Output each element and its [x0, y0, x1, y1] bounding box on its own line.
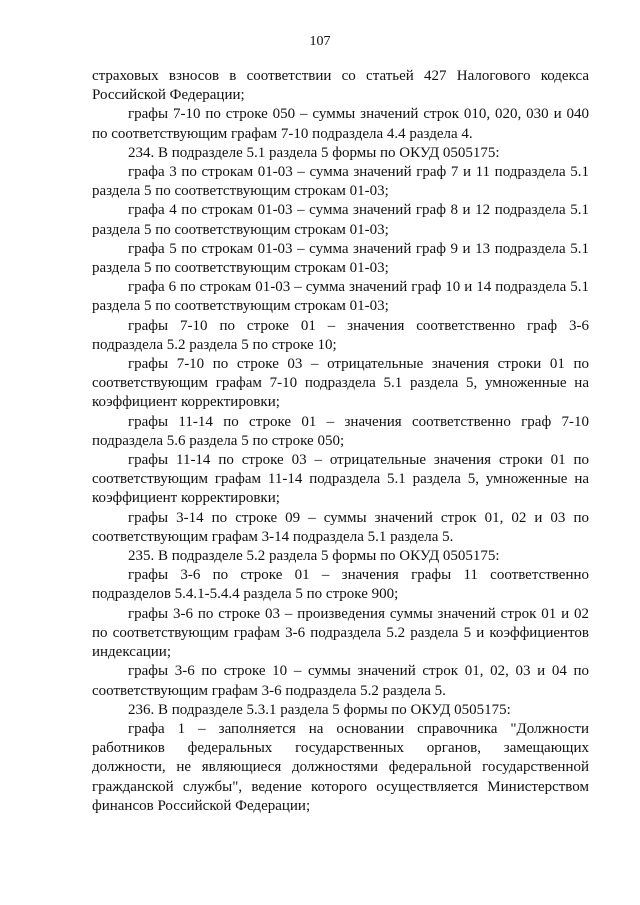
paragraph: страховых взносов в соответствии со статьей 427 Налогового кодекса Российской Федерации; — [92, 68, 589, 104]
paragraph: графа 5 по строкам 01-03 – сумма значений граф 9 и 13 подраздела 5.1 раздела 5 по соответствующим строкам 01-03; — [92, 240, 589, 277]
paragraph: графы 7-10 по строке 050 – суммы значений строк 010, 020, 030 и 040 по соответствующим графам 7-10 подраздела 4.4 раздела 4. — [92, 106, 589, 142]
paragraph: графы 7-10 по строке 03 – отрицательные значения строки 01 по соответствующим графам 7-10 подраздела 5.1 раздела 5, умноженные на коэффициент корректировки; — [92, 356, 589, 411]
paragraph: графы 7-10 по строке 01 – значения соответственно граф 3-6 подраздела 5.2 раздела 5 по строке 10; — [92, 317, 589, 353]
paragraph: графы 3-6 по строке 03 – произведения суммы значений строк 01 и 02 по соответствующим графам 3-6 подраздела 5.2 раздела 5 и коэффициентов индексации; — [92, 605, 589, 661]
section-heading: 236. В подразделе 5.3.1 раздела 5 формы по ОКУД 0505175: — [128, 701, 511, 718]
paragraph: графа 6 по строкам 01-03 – сумма значений граф 10 и 14 подраздела 5.1 раздела 5 по соответствующим строкам 01-03; — [92, 279, 589, 315]
paragraph: графы 3-6 по строке 10 – суммы значений строк 01, 02, 03 и 04 по соответствующим графам 3-6 подраздела 5.2 раздела 5. — [92, 663, 589, 699]
paragraph: графа 3 по строкам 01-03 – сумма значений граф 7 и 11 подраздела 5.1 раздела 5 по соответствующим строкам 01-03; — [92, 164, 589, 200]
paragraph: графы 11-14 по строке 01 – значения соответственно граф 7-10 подраздела 5.6 раздела 5 по строке 050; — [92, 413, 589, 449]
paragraph: графы 3-6 по строке 01 – значения графы 11 соответственно подразделов 5.4.1-5.4.4 раздела 5 по строке 900; — [92, 567, 589, 603]
paragraph: графы 3-14 по строке 09 – суммы значений строк 01, 02 и 03 по соответствующим графам 3-14 подраздела 5.1 раздела 5. — [92, 509, 589, 545]
paragraph: графы 11-14 по строке 03 – отрицательные значения строки 01 по соответствующим графам 11-14 подраздела 5.1 раздела 5, умноженные на коэффициент корректировки; — [92, 452, 589, 507]
section-heading: 235. В подразделе 5.2 раздела 5 формы по ОКУД 0505175: — [128, 548, 500, 565]
section-heading: 234. В подразделе 5.1 раздела 5 формы по ОКУД 0505175: — [128, 144, 500, 161]
paragraph: графа 1 – заполняется на основании справочника "Должности работников федеральных государственных органов, замещающих должности, не являющиеся должностями федеральной государственной гражданской службы", ведение которого осуществляется Министерством финансов Российской Федерации; — [92, 720, 589, 814]
paragraph: графа 4 по строкам 01-03 – сумма значений граф 8 и 12 подраздела 5.1 раздела 5 по соответствующим строкам 01-03; — [92, 202, 589, 238]
page-number: 107 — [309, 34, 331, 49]
document-body — [92, 67, 589, 816]
